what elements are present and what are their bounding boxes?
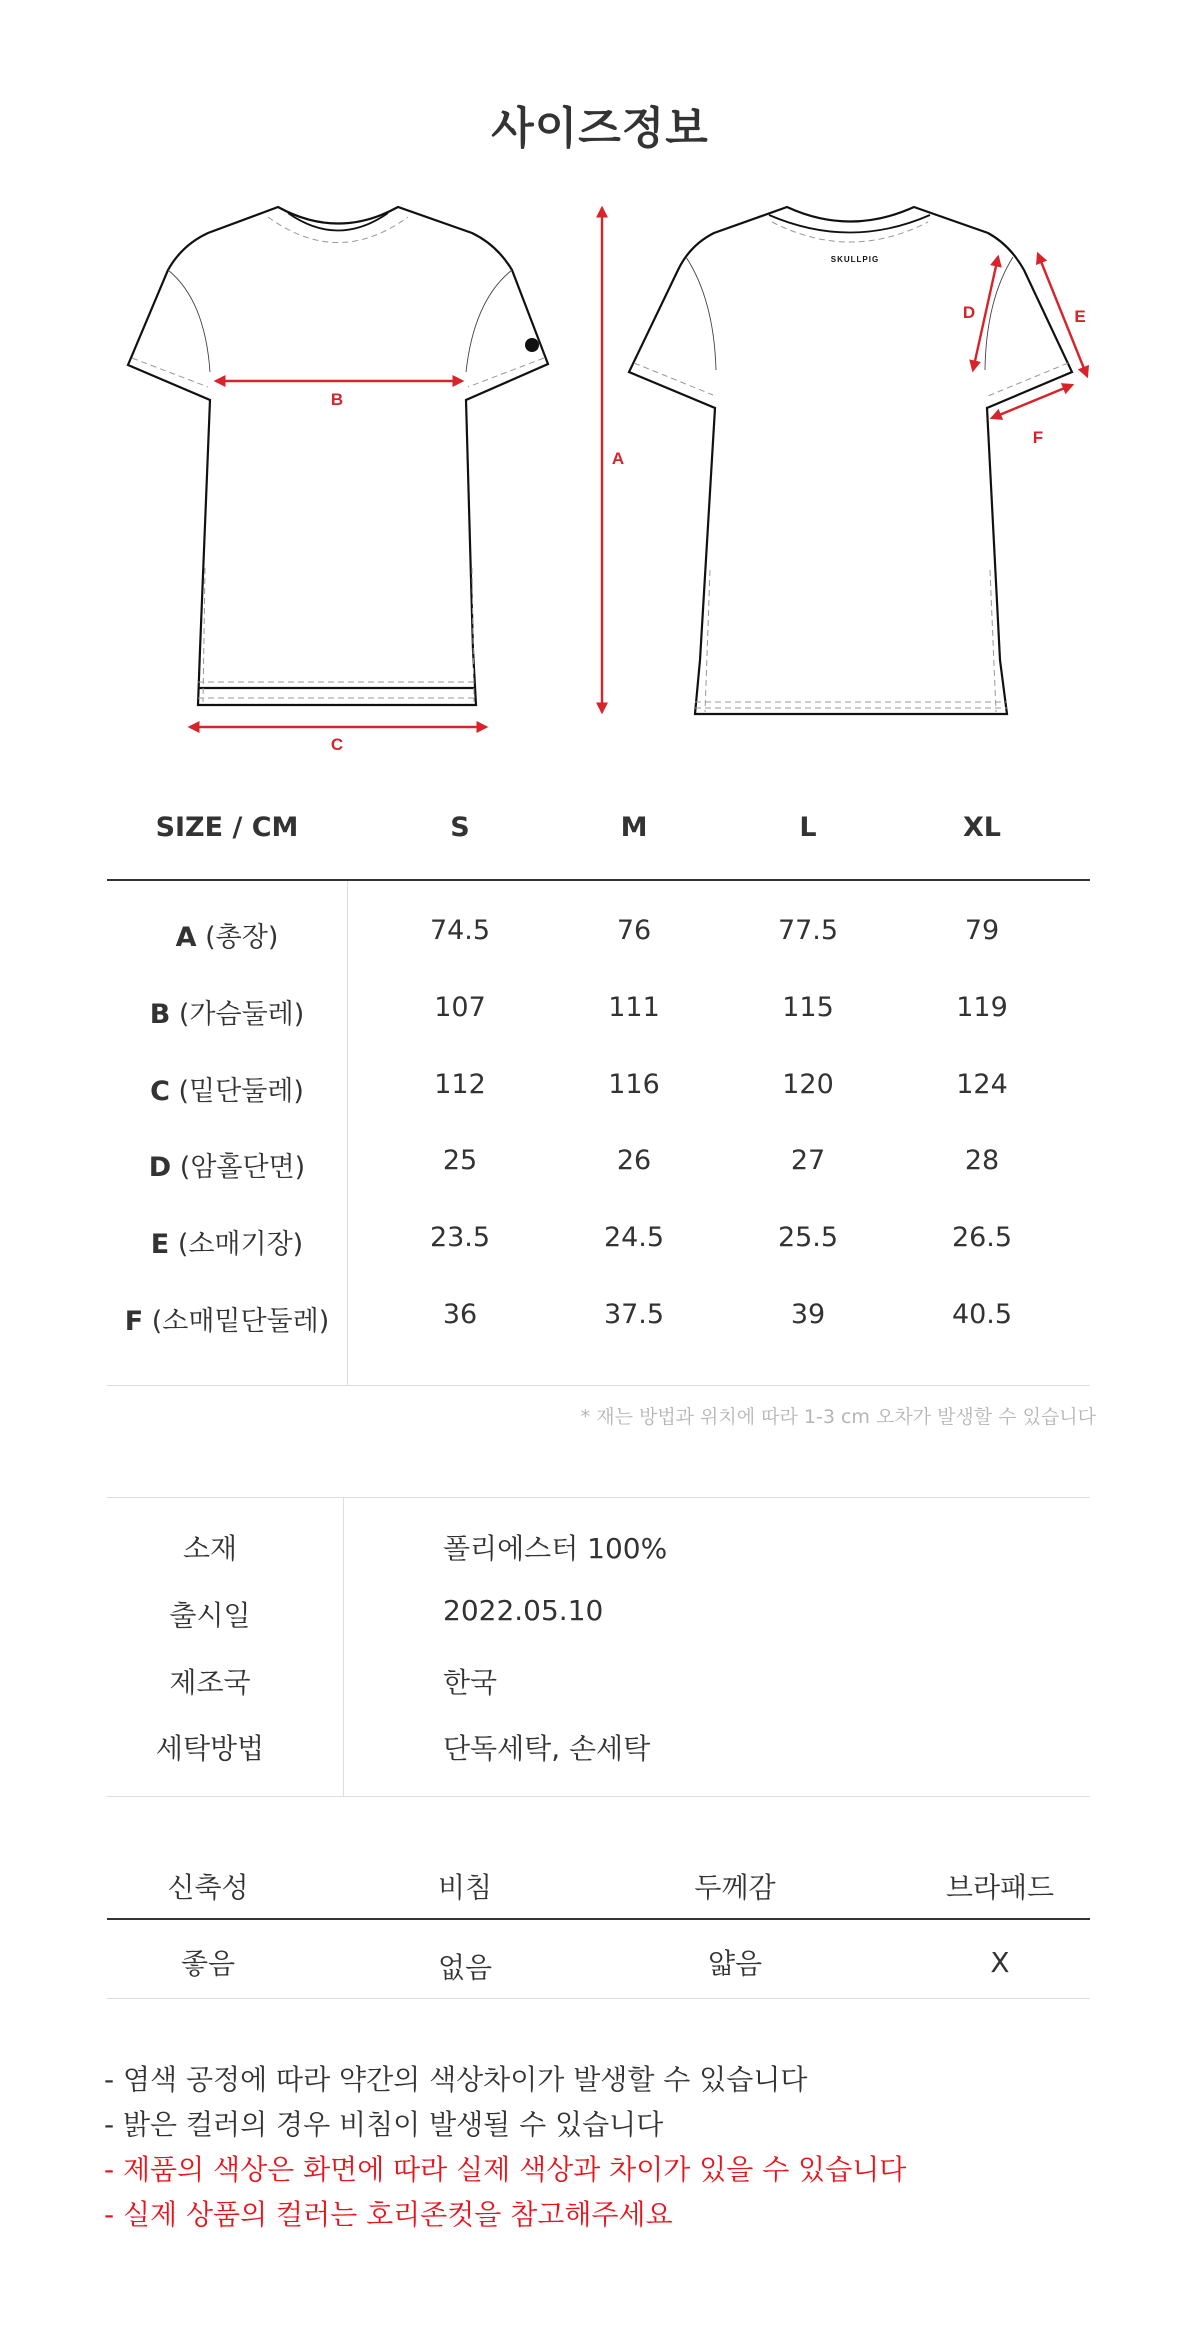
cell-m: 116 <box>608 1069 660 1100</box>
table-row <box>0 1069 1200 1109</box>
feel-value-thickness: 얇음 <box>707 1947 763 1980</box>
label-f: F <box>1032 428 1044 447</box>
row-label: E (소매기장) <box>150 1229 304 1260</box>
feel-table-header-divider <box>107 1918 1090 1920</box>
tshirt-size-diagram <box>0 190 1200 770</box>
feel-value-sheerness: 없음 <box>437 1951 493 1984</box>
feel-header-stretch: 신축성 <box>167 1871 249 1904</box>
label-c: C <box>330 735 344 754</box>
feel-table-bottom-border <box>107 1998 1090 1999</box>
cell-xl: 119 <box>956 992 1008 1023</box>
size-header-xl: XL <box>962 812 1002 843</box>
cell-s: 107 <box>434 992 486 1023</box>
cell-m: 26 <box>616 1145 652 1176</box>
info-table-bottom-border <box>107 1796 1090 1797</box>
size-header-label: SIZE / CM <box>155 812 299 843</box>
label-b: B <box>330 390 344 409</box>
info-table-top-border <box>107 1497 1090 1498</box>
size-header-s: S <box>450 812 470 843</box>
remark-item: - 염색 공정에 따라 약간의 색상차이가 발생할 수 있습니다 <box>104 2063 808 2096</box>
size-header-l: L <box>799 812 817 843</box>
cell-l: 25.5 <box>777 1222 839 1253</box>
cell-s: 112 <box>434 1069 486 1100</box>
cell-s: 36 <box>442 1299 478 1330</box>
info-label-washing: 세탁방법 <box>155 1732 265 1765</box>
cell-l: 120 <box>782 1069 834 1100</box>
info-value-country: 한국 <box>443 1666 498 1699</box>
cell-l: 77.5 <box>777 915 839 946</box>
label-d: D <box>962 303 976 322</box>
remark-item-warning: - 제품의 색상은 화면에 따라 실제 색상과 차이가 있을 수 있습니다 <box>104 2153 907 2186</box>
row-label: D (암홀단면) <box>148 1152 306 1183</box>
feel-header-sheerness: 비침 <box>437 1871 493 1904</box>
cell-s: 74.5 <box>429 915 491 946</box>
info-label-release-date: 출시일 <box>169 1599 251 1632</box>
cell-l: 115 <box>782 992 834 1023</box>
measurement-note: * 재는 방법과 위치에 따라 1-3 cm 오차가 발생할 수 있습니다 <box>580 1406 1096 1428</box>
cell-xl: 40.5 <box>951 1299 1013 1330</box>
table-row <box>0 1222 1200 1262</box>
info-value-release-date: 2022.05.10 <box>443 1594 604 1627</box>
cell-m: 76 <box>616 915 652 946</box>
cell-m: 24.5 <box>603 1222 665 1253</box>
info-label-country: 제조국 <box>169 1666 251 1699</box>
label-e: E <box>1074 307 1086 326</box>
size-table-bottom-border <box>107 1385 1090 1386</box>
row-label: A (총장) <box>175 922 279 953</box>
size-table-header-divider <box>107 879 1090 881</box>
info-table-column-divider <box>343 1498 344 1796</box>
table-row <box>0 1145 1200 1185</box>
cell-xl: 79 <box>964 915 1000 946</box>
remark-item: - 밝은 컬러의 경우 비침이 발생될 수 있습니다 <box>104 2108 664 2141</box>
label-a: A <box>611 449 625 468</box>
brand-print-text: SKULLPIG <box>830 255 880 264</box>
cell-l: 39 <box>790 1299 826 1330</box>
feel-value-bra-pad: X <box>990 1946 1010 1979</box>
cell-s: 25 <box>442 1145 478 1176</box>
cell-xl: 124 <box>956 1069 1008 1100</box>
cell-xl: 28 <box>964 1145 1000 1176</box>
info-label-material: 소재 <box>182 1532 238 1565</box>
remark-item-warning: - 실제 상품의 컬러는 호리존컷을 참고해주세요 <box>104 2198 673 2231</box>
table-row <box>0 1299 1200 1339</box>
page-title: 사이즈정보 <box>491 103 709 154</box>
cell-m: 37.5 <box>603 1299 665 1330</box>
feel-header-thickness: 두께감 <box>694 1871 776 1904</box>
sleeve-logo-icon <box>525 338 539 352</box>
cell-xl: 26.5 <box>951 1222 1013 1253</box>
info-value-washing: 단독세탁, 손세탁 <box>443 1732 651 1765</box>
cell-m: 111 <box>608 992 660 1023</box>
info-value-material: 폴리에스터 100% <box>443 1532 668 1565</box>
row-label: C (밑단둘레) <box>150 1076 304 1107</box>
back-tshirt-outline <box>629 207 1072 714</box>
front-tshirt-outline <box>128 207 548 705</box>
row-label: B (가슴둘레) <box>149 999 305 1030</box>
feel-header-bra-pad: 브라패드 <box>945 1871 1055 1904</box>
feel-value-stretch: 좋음 <box>180 1947 236 1980</box>
cell-l: 27 <box>790 1145 826 1176</box>
table-row <box>0 992 1200 1032</box>
cell-s: 23.5 <box>429 1222 491 1253</box>
table-row <box>0 915 1200 955</box>
size-header-m: M <box>620 812 648 843</box>
row-label: F (소매밑단둘레) <box>124 1306 330 1337</box>
